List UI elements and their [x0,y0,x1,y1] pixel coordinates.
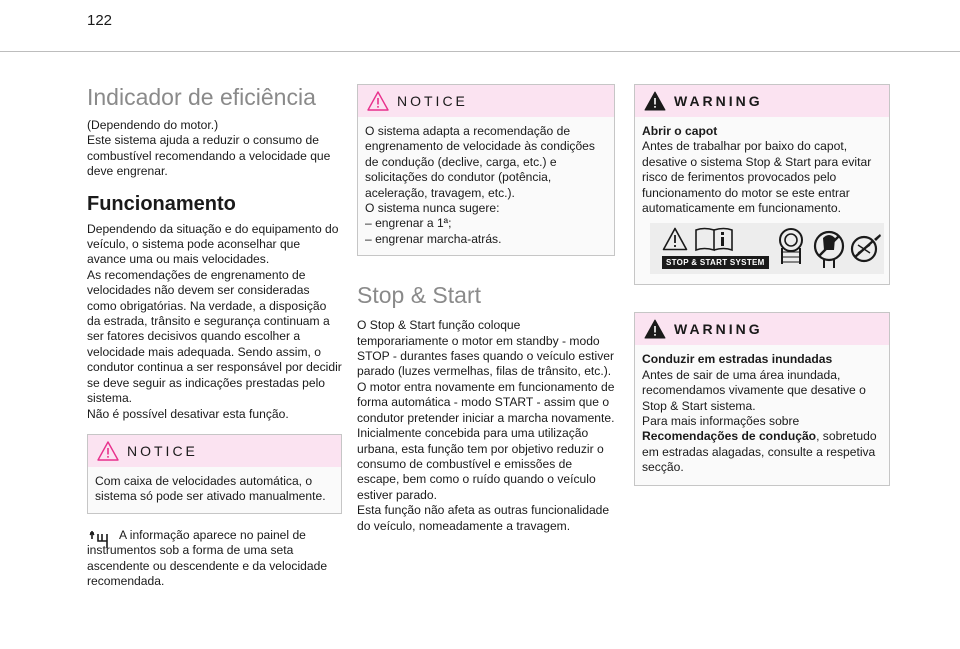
top-divider [0,51,960,52]
notice-box [87,434,342,514]
warning-subheading: Abrir o capot [642,124,718,138]
page-number: 122 [87,12,113,29]
notice-heading: NOTICE [127,442,198,459]
engine-belt-icon [774,226,808,266]
notice-heading: NOTICE [397,93,468,109]
cross-reference-suffix: , sobretudo em estradas alagadas, consulte a respetiva secção. [642,429,877,475]
cross-reference-link[interactable]: Recomendações de condução [642,429,817,444]
column-warnings [634,84,890,486]
notice-header [358,85,614,117]
section-title: Stop & Start [357,282,482,309]
notice-text: O sistema adapta a recomendação de engrenamento de velocidade às condições de condução (declive, carga, etc.) e solicitações do condutor (potência, aceleração, travagem, etc.). [365,124,595,200]
warning-box-flooded-roads [634,312,890,485]
subsection-title: Funcionamento [87,192,236,215]
warning-heading: WARNING [674,93,763,109]
warning-triangle-icon [367,91,389,111]
notice-text-2: O sistema nunca sugere: [365,201,500,216]
manual-book-icon [694,226,736,252]
gear-shift-icon [87,530,113,552]
notice-box [357,84,615,256]
info-note [87,528,342,590]
stop-start-label-image [650,223,884,274]
no-hands-icon [812,226,846,270]
section-title: Indicador de eficiência [87,84,316,110]
stop-start-text: O Stop & Start função coloque temporariamente o motor em standby - modo STOP - durantes fases quando o veículo estiver parado (luzes vermelhas, filas de trânsito, etc.). O motor entra novamente em funcionamento de forma automática - modo START - assim que o condutor pretender iniciar a marcha novamente. Inicialmente concebida para uma utilização urbana, esta função tem por objetivo reduzir o consumo de combustível e emissões de escape, bem como o ruído quando o veículo estiver parado. Esta função não afeta as outras funcionalidade do veículo, nomeadamente a travagem. [357,318,615,533]
stop-start-system-label: STOP & START SYSTEM [662,256,769,269]
list-item: – engrenar a 1ª; [365,216,452,231]
warning-text: Antes de sair de uma área inundada, recomendamos vivamente que desative o Stop & Start sistema. [642,367,866,413]
caution-triangle-icon [662,227,688,251]
warning-subheading: Conduzir em estradas inundadas [642,352,833,367]
warning-triangle-icon [97,441,119,461]
warning-triangle-icon [644,91,666,111]
column-stop-start [357,84,615,534]
warning-text-2 [642,414,882,476]
cross-reference-prefix: Para mais informações sobre [642,414,800,429]
warning-triangle-icon [644,319,666,339]
intro-text: (Dependendo do motor.) Este sistema ajuda a reduzir o consumo de combustível recomendando a velocidade que deve engrenar. [87,118,331,179]
notice-header [88,435,341,467]
notice-text: Com caixa de velocidades automática, o sistema só pode ser ativado manualmente. [95,473,326,504]
warning-heading: WARNING [674,321,763,338]
operation-text: Dependendo da situação e do equipamento do veículo, o sistema pode aconselhar que avance uma ou mais velocidades. As recomendações de engrenamento de velocidades não devem ser consideradas como obrigatórias. Na verdade, a disposição da estrada, trânsito e segurança continuam a ser fatores decisivos quando escolher a velocidade mais adequada. Sendo assim, o condutor continua a ser responsável por decidir se deve seguir as indicações prestadas pelo sistema. Não é possível desativar esta função. [87,221,342,421]
warning-text: Antes de trabalhar por baixo do capot, desative o sistema Stop & Start para evitar risco de ferimentos provocados pelo funcionamento do motor se este entrar automaticamente em funcionamento. [642,139,872,216]
no-touch-fan-icon [850,233,882,263]
list-item: – engrenar marcha-atrás. [365,231,502,246]
warning-header [635,313,889,345]
column-efficiency-indicator [87,84,342,589]
info-text: A informação aparece no painel de instrumentos sob a forma de uma seta ascendente ou descendente e da velocidade recomendada. [87,527,328,588]
warning-box-hood [634,84,890,285]
warning-header [635,85,889,117]
